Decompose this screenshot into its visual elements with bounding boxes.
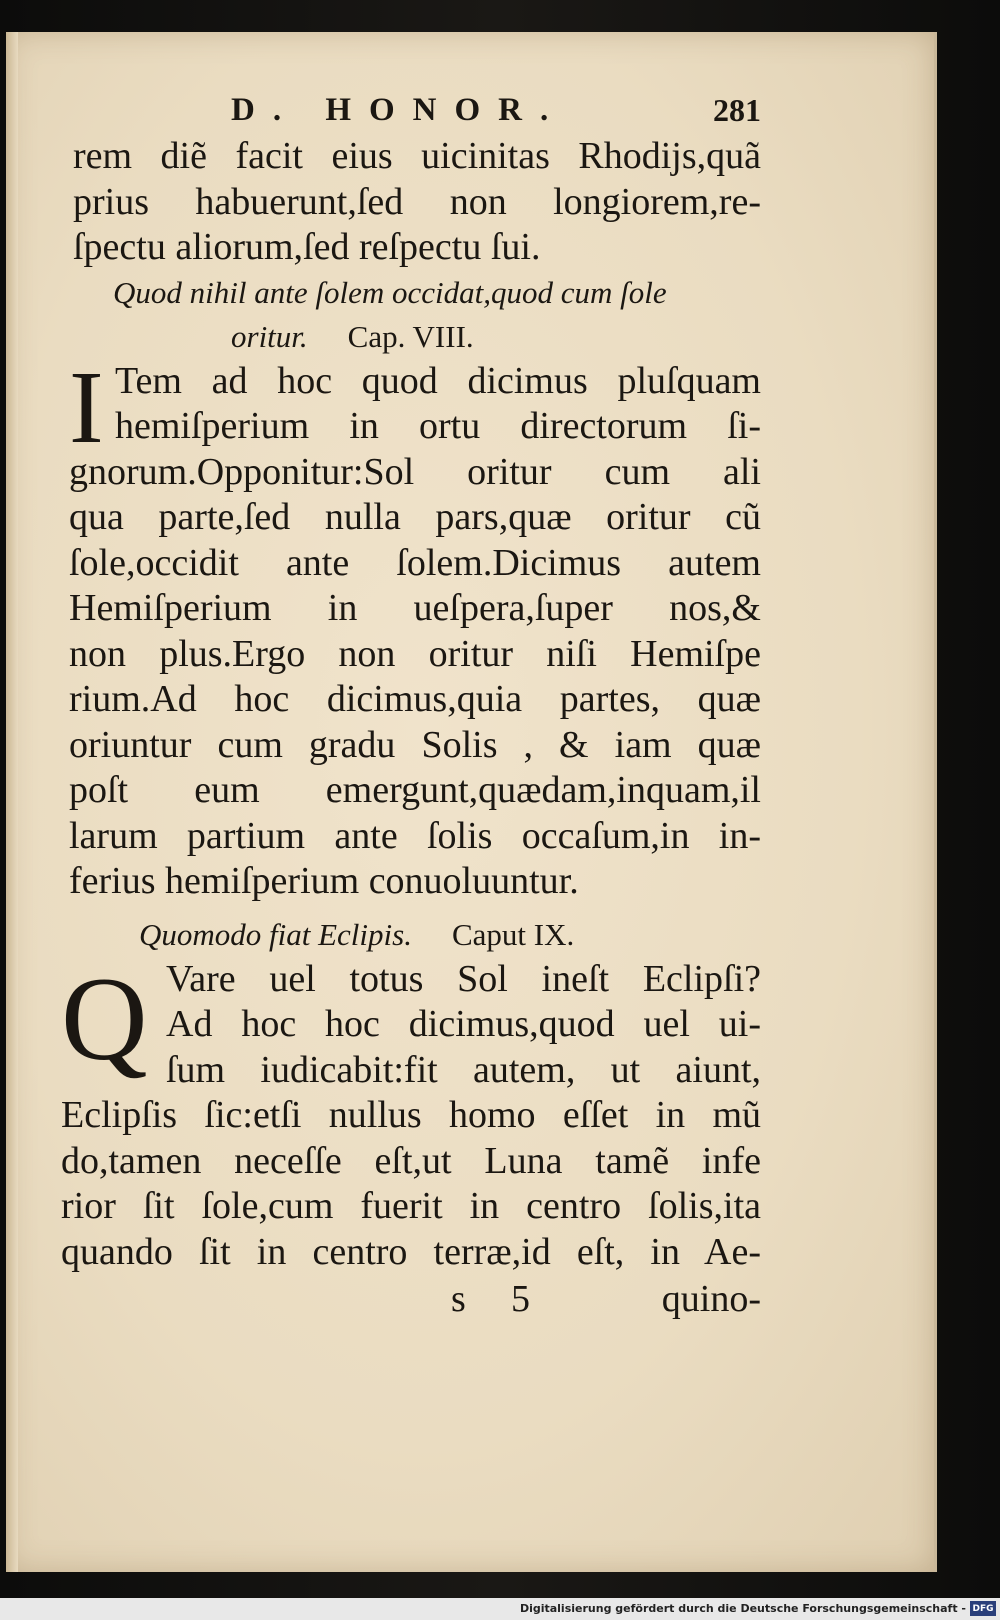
text-block (61, 92, 761, 1321)
text-line: non plus.Ergo non oritur niſi Hemiſpe (69, 632, 761, 675)
text-line: prius habuerunt,ſed non longiorem,re- (73, 180, 761, 223)
text-line: do,tamen neceſſe eſt,ut Luna tamẽ infe (61, 1139, 761, 1182)
catchwords (61, 1275, 761, 1321)
text-line: poſt eum emergunt,quædam,inquam,il (69, 769, 761, 811)
book-page (6, 32, 937, 1572)
text-line: Vare uel totus Sol ineſt Eclipſi? (166, 957, 761, 1000)
text-line: Ad hoc hoc dicimus,quod uel ui- (166, 1003, 761, 1045)
text-line: Hemiſperium in ueſpera,ſuper nos,& (69, 587, 761, 629)
page-header (61, 62, 761, 128)
running-head: D. HONOR. (231, 92, 567, 128)
heading-line: Quod nihil ante ſolem occidat,quod cum ſole (113, 274, 667, 310)
text-line: ferius hemiſperium conuoluuntur. (69, 860, 579, 902)
text-line: rium.Ad hoc dicimus,quia partes, quæ (69, 678, 761, 720)
page-number: 281 (713, 92, 761, 128)
signature-mark: 5 (511, 1278, 530, 1320)
drop-cap: I (69, 349, 104, 465)
text-line: rem diẽ facit eius uicinitas Rhodijs,quã (73, 135, 761, 177)
text-line: larum partium ante ſolis occaſum,in in- (69, 814, 761, 857)
text-line: quando ſit in centro terræ,id eſt, in Ae- (61, 1230, 761, 1273)
chapter-number: Cap. VIII. (347, 318, 474, 354)
text-line: ſum iudicabit:fit autem, ut aiunt, (166, 1048, 761, 1091)
heading-title: Quomodo fiat Eclipis. (139, 916, 412, 952)
drop-cap: Q (61, 951, 148, 1085)
heading-line (61, 315, 761, 359)
page-edge (6, 32, 18, 1572)
heading-word: oritur. (231, 318, 308, 354)
chapter-heading (61, 913, 761, 957)
text-line: Tem ad hoc quod dicimus pluſquam (115, 359, 761, 402)
signature-mark: s (451, 1278, 466, 1320)
text-line: oriuntur cum gradu Solis , & iam quæ (69, 723, 761, 766)
text-line: ſpectu aliorum,ſed reſpectu ſui. (73, 226, 541, 268)
intro-lines (61, 134, 761, 271)
text-line: ſole,occidit ante ſolem.Dicimus autem (69, 541, 761, 584)
chapter-number: Caput IX. (451, 916, 575, 952)
catchword: quino- (661, 1278, 761, 1320)
text-line: gnorum.Opponitur:Sol oritur cum ali (69, 450, 761, 493)
text-line: qua parte,ſed nulla pars,quæ oritur cũ (69, 496, 761, 538)
footer-bar (0, 1598, 1000, 1620)
dfg-logo: DFG (970, 1601, 996, 1616)
chapter-heading (61, 271, 761, 359)
text-line: Eclipſis ſic:etſi nullus homo eſſet in mũ (61, 1094, 761, 1136)
text-line: hemiſperium in ortu directorum ſi- (115, 405, 761, 447)
paragraph (61, 349, 761, 905)
text-line: rior ſit ſole,cum fuerit in centro ſolis,ita (61, 1185, 761, 1227)
paragraph (61, 951, 761, 1276)
funding-credit: Digitalisierung gefördert durch die Deutsche Forschungsgemeinschaft - (519, 1602, 966, 1615)
